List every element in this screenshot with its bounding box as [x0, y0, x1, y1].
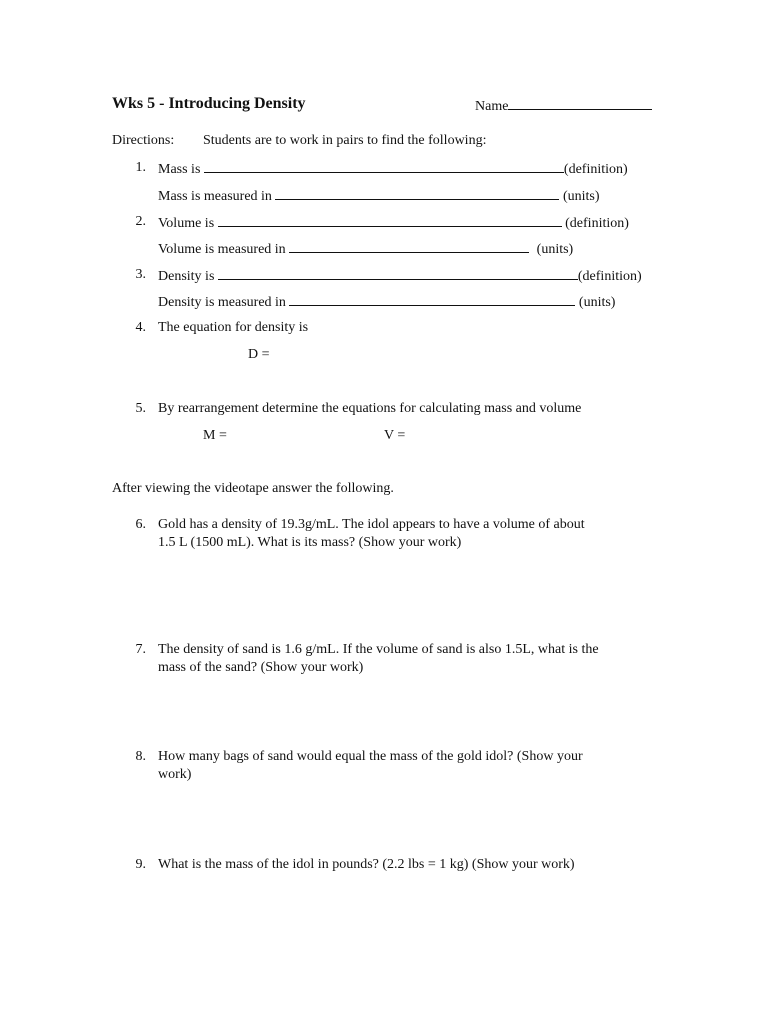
- fill-in-line[interactable]: [158, 214, 629, 232]
- fill-in-label: Volume is measured in: [158, 242, 286, 257]
- question-text: By rearrangement determine the equations for calculating mass and volume: [158, 401, 582, 416]
- question-text: mass of the sand? (Show your work): [158, 660, 364, 675]
- answer-blank[interactable]: [218, 267, 578, 280]
- item-number: 1.: [135, 160, 146, 175]
- question-text: 1.5 L (1500 mL). What is its mass? (Show your work): [158, 535, 462, 550]
- name-label: Name: [475, 99, 509, 114]
- fill-in-hint: (definition): [563, 162, 628, 177]
- equation-density: D =: [248, 347, 270, 362]
- fill-in-label: Density is measured in: [158, 295, 286, 310]
- item-number: 4.: [135, 320, 146, 335]
- answer-blank[interactable]: [289, 240, 529, 253]
- question-number: 9.: [135, 857, 146, 872]
- equation-mass: M =: [203, 428, 227, 443]
- fill-in-line[interactable]: [158, 293, 615, 311]
- item-number: 5.: [135, 401, 146, 416]
- question-number: 7.: [135, 642, 146, 657]
- fill-in-line[interactable]: [158, 240, 573, 258]
- fill-in-hint: (definition): [565, 216, 629, 231]
- answer-blank[interactable]: [275, 187, 559, 200]
- fill-in-hint: (units): [536, 242, 574, 257]
- fill-in-label: Volume is: [158, 216, 215, 231]
- question-text: How many bags of sand would equal the mass of the gold idol? (Show your: [158, 749, 583, 764]
- question-text: The equation for density is: [158, 320, 309, 335]
- item-number: 3.: [135, 267, 146, 282]
- question-number: 6.: [135, 517, 146, 532]
- fill-in-label: Density is: [158, 269, 215, 284]
- fill-in-hint: (units): [562, 189, 600, 204]
- name-blank[interactable]: [508, 97, 652, 110]
- section-intro: After viewing the videotape answer the following.: [112, 481, 394, 496]
- fill-in-label: Mass is measured in: [158, 189, 272, 204]
- answer-blank[interactable]: [289, 293, 575, 306]
- answer-blank[interactable]: [204, 160, 564, 173]
- question-text: Gold has a density of 19.3g/mL. The idol appears to have a volume of about: [158, 517, 585, 532]
- directions-label: Directions:: [112, 133, 175, 148]
- question-text: The density of sand is 1.6 g/mL. If the volume of sand is also 1.5L, what is the: [158, 642, 599, 657]
- item-number: 2.: [135, 214, 146, 229]
- name-field[interactable]: [475, 97, 652, 115]
- fill-in-line[interactable]: [158, 160, 628, 178]
- fill-in-label: Mass is: [158, 162, 201, 177]
- fill-in-hint: (units): [578, 295, 616, 310]
- question-text: What is the mass of the idol in pounds? (2.2 lbs = 1 kg) (Show your work): [158, 857, 575, 872]
- fill-in-line[interactable]: [158, 187, 600, 205]
- equation-volume: V =: [384, 428, 406, 443]
- question-number: 8.: [135, 749, 146, 764]
- worksheet-title: Wks 5 - Introducing Density: [112, 95, 306, 112]
- question-text: work): [158, 767, 192, 782]
- directions-text: Students are to work in pairs to find the following:: [203, 133, 487, 148]
- fill-in-line[interactable]: [158, 267, 642, 285]
- answer-blank[interactable]: [218, 214, 562, 227]
- fill-in-hint: (definition): [577, 269, 642, 284]
